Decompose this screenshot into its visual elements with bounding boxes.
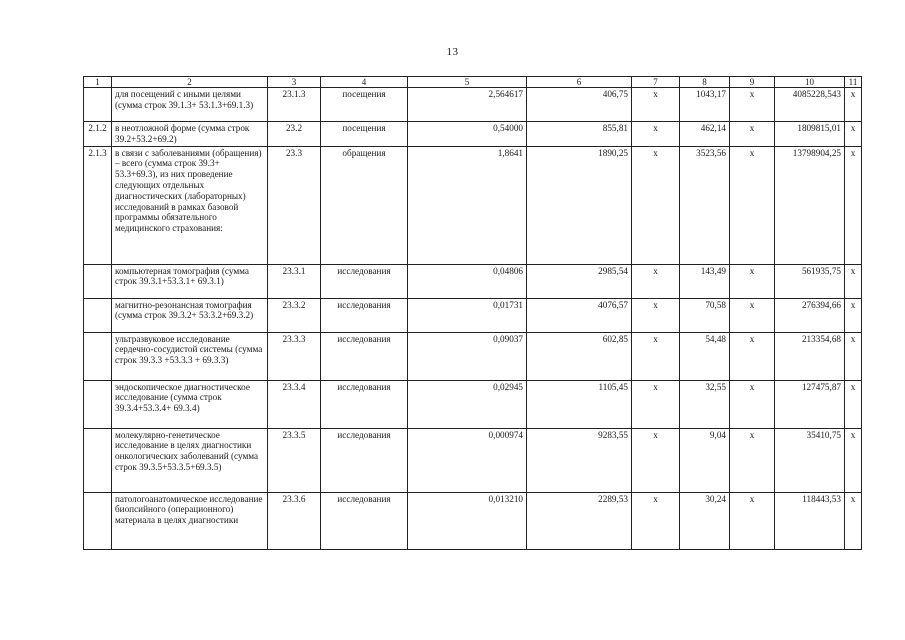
table-row [84,428,862,492]
row-number-cell [84,332,112,380]
row-number-cell [84,380,112,428]
header-cell: 2 [112,77,268,88]
value-cell: х [845,88,862,122]
row-number-cell [84,298,112,332]
line-number-cell: 23.3.5 [268,428,321,492]
row-name-cell: ультразвуковое исследование сердечно-сосудистой системы (сумма строк 39.3.3 +53.3.3 + 69.3.3) [112,332,268,380]
cost-cell: 1105,45 [527,380,632,428]
line-number-cell: 23.3.4 [268,380,321,428]
header-cell: 8 [680,77,730,88]
value-cell: х [730,332,775,380]
value-cell: х [632,298,680,332]
cost-cell: 4076,57 [527,298,632,332]
value-cell: 1809815,01 [775,122,845,147]
value-cell: х [845,492,862,549]
line-number-cell: 23.3.1 [268,264,321,298]
row-number-cell [84,428,112,492]
value-cell: х [845,428,862,492]
cost-cell: 406,75 [527,88,632,122]
table-row [84,264,862,298]
norm-cell: 1,8641 [408,146,527,264]
value-cell: х [730,380,775,428]
row-name-cell: в неотложной форме (сумма строк 39.2+53.2+69.2) [112,122,268,147]
norm-cell: 2,564617 [408,88,527,122]
header-cell: 9 [730,77,775,88]
norm-cell: 0,09037 [408,332,527,380]
line-number-cell: 23.3 [268,146,321,264]
value-cell: х [632,146,680,264]
row-number-cell [84,88,112,122]
norm-cell: 0,01731 [408,298,527,332]
header-cell: 1 [84,77,112,88]
header-cell: 11 [845,77,862,88]
norm-cell: 0,04806 [408,264,527,298]
value-cell: х [845,264,862,298]
value-cell: 4085228,543 [775,88,845,122]
financing-table [83,76,862,550]
value-cell: х [730,264,775,298]
header-row [84,77,862,88]
table-row [84,380,862,428]
value-cell: х [730,88,775,122]
value-cell: 13798904,25 [775,146,845,264]
unit-cell: исследования [321,380,408,428]
header-cell: 5 [408,77,527,88]
norm-cell: 0,54000 [408,122,527,147]
value-cell: 462,14 [680,122,730,147]
row-name-cell: магнитно-резонансная томография (сумма строк 39.3.2+ 53.3.2+69.3.2) [112,298,268,332]
unit-cell: исследования [321,428,408,492]
table-row [84,88,862,122]
cost-cell: 2985,54 [527,264,632,298]
value-cell: х [632,88,680,122]
row-name-cell: молекулярно-генетическое исследование в целях диагностики онкологических заболеваний (сумма строк 39.3.5+53.3.5+69.3.5) [112,428,268,492]
value-cell: 276394,66 [775,298,845,332]
table-row [84,492,862,549]
value-cell: х [632,332,680,380]
value-cell: х [845,146,862,264]
value-cell: 1043,17 [680,88,730,122]
table-row [84,146,862,264]
norm-cell: 0,013210 [408,492,527,549]
cost-cell: 602,85 [527,332,632,380]
cost-cell: 855,81 [527,122,632,147]
value-cell: 70,58 [680,298,730,332]
unit-cell: посещения [321,88,408,122]
unit-cell: исследования [321,332,408,380]
value-cell: 30,24 [680,492,730,549]
value-cell: х [632,122,680,147]
page-number: 13 [446,46,459,58]
line-number-cell: 23.3.3 [268,332,321,380]
row-number-cell: 2.1.2 [84,122,112,147]
table-row [84,332,862,380]
unit-cell: посещения [321,122,408,147]
value-cell: х [730,146,775,264]
norm-cell: 0,000974 [408,428,527,492]
value-cell: 143,49 [680,264,730,298]
value-cell: х [845,380,862,428]
header-cell: 7 [632,77,680,88]
value-cell: х [730,492,775,549]
value-cell: х [730,122,775,147]
value-cell: х [632,428,680,492]
row-number-cell [84,264,112,298]
value-cell: 561935,75 [775,264,845,298]
value-cell: 127475,87 [775,380,845,428]
value-cell: 9,04 [680,428,730,492]
value-cell: х [845,122,862,147]
table-row [84,298,862,332]
row-name-cell: компьютерная томография (сумма строк 39.3.1+53.3.1+ 69.3.1) [112,264,268,298]
line-number-cell: 23.3.6 [268,492,321,549]
value-cell: 35410,75 [775,428,845,492]
header-cell: 3 [268,77,321,88]
value-cell: 54,48 [680,332,730,380]
cost-cell: 1890,25 [527,146,632,264]
header-cell: 6 [527,77,632,88]
value-cell: х [730,298,775,332]
cost-cell: 9283,55 [527,428,632,492]
row-name-cell: патологоанатомическое исследование биопсийного (операционного) материала в целях диагностики [112,492,268,549]
unit-cell: исследования [321,492,408,549]
value-cell: х [730,428,775,492]
unit-cell: исследования [321,298,408,332]
value-cell: х [632,492,680,549]
line-number-cell: 23.3.2 [268,298,321,332]
cost-cell: 2289,53 [527,492,632,549]
norm-cell: 0,02945 [408,380,527,428]
header-cell: 4 [321,77,408,88]
row-number-cell [84,492,112,549]
row-name-cell: в связи с заболеваниями (обращения) – всего (сумма строк 39.3+ 53.3+69.3), из них проведение следующих отдельных диагностических (лабораторных) исследований в рамках базовой программы обязательного медицинского страхования: [112,146,268,264]
value-cell: 118443,53 [775,492,845,549]
line-number-cell: 23.2 [268,122,321,147]
value-cell: 213354,68 [775,332,845,380]
line-number-cell: 23.1.3 [268,88,321,122]
row-name-cell: эндоскопическое диагностическое исследование (сумма строк 39.3.4+53.3.4+ 69.3.4) [112,380,268,428]
row-number-cell: 2.1.3 [84,146,112,264]
unit-cell: обращения [321,146,408,264]
value-cell: 3523,56 [680,146,730,264]
table-row [84,122,862,147]
value-cell: х [845,298,862,332]
value-cell: х [632,264,680,298]
header-cell: 10 [775,77,845,88]
value-cell: х [632,380,680,428]
row-name-cell: для посещений с иными целями (сумма строк 39.1.3+ 53.1.3+69.1.3) [112,88,268,122]
value-cell: х [845,332,862,380]
value-cell: 32,55 [680,380,730,428]
unit-cell: исследования [321,264,408,298]
